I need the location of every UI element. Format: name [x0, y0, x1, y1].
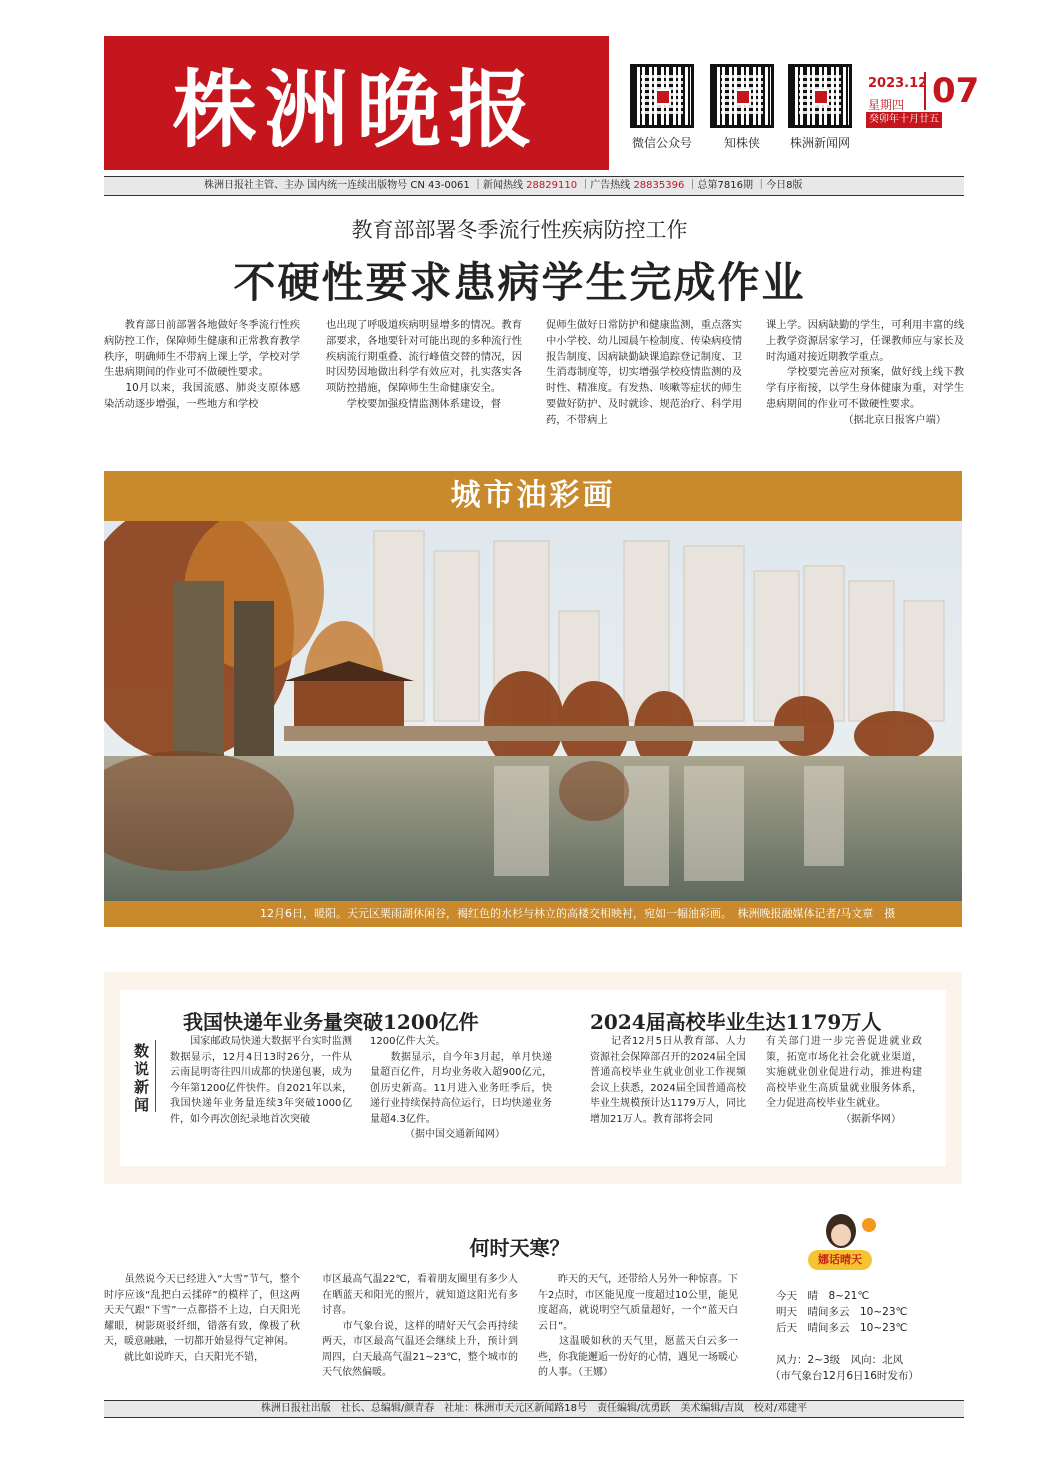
news-hotline: 28829110	[526, 180, 578, 191]
weather-headline[interactable]: 何时天寒？	[469, 1236, 570, 1260]
lead-column-1: 教育部日前部署各地做好冬季流行性疾病防控工作，保障师生健康和正常教育教学秩序，明确师生不带病上课上学，学校对学生患病期间的作业可不做硬性要求。 10月以来，我国流感、肺炎支原体感染活动逐步增强，一些地方和学校	[104, 319, 300, 410]
photo-section-title: 城市油彩画	[104, 471, 962, 521]
photo-illustration	[104, 521, 962, 901]
lead-column-4: 课上学。因病缺勤的学生，可利用丰富的线上教学资源居家学习，任课教师应与家长及时沟通对接近期教学重点。 学校要完善应对预案，做好线上线下教学有序衔接，以学生身体健康为重，对学生患病期间的作业可不做硬性要求。 （据北京日报客户端）	[766, 319, 964, 426]
graduates-column-2: 有关部门进一步完善促进就业政策，拓宽市场化社会化就业渠道，实施就业创业促进行动，推进构建高校毕业生高质量就业服务体系，全力促进高校毕业生就业。 （据新华网）	[766, 1036, 922, 1125]
qr-code-wechat[interactable]	[630, 64, 694, 128]
weather-column-2: 市区最高气温22℃，看着朋友圈里有多少人在晒蓝天和阳光的照片，就知道这阳光有多讨喜。 市气象台说，这样的晴好天气会再持续两天，市区最高气温还会继续上升，预计到周四，白天最高气温21~23℃，整个城市的天气依然偏暖。	[322, 1274, 518, 1378]
forecast-tomorrow	[776, 1304, 907, 1319]
ad-hotline-label: 广告热线	[590, 180, 631, 191]
data-news-divider	[155, 1040, 156, 1112]
express-delivery-headline[interactable]: 我国快递年业务量突破1200亿件	[183, 1010, 479, 1034]
lead-headline[interactable]: 不硬性要求患病学生完成作业	[233, 258, 806, 307]
forecast-cond: 晴间多云	[807, 1322, 850, 1334]
qr-code-news-site[interactable]	[788, 64, 852, 128]
forecast-source: （市气象台12月6日16时发布）	[770, 1370, 919, 1382]
weather-column-3: 昨天的天气，还带给人另外一种惊喜。下午2点时，市区能见度一度超过10公里，能见度超高，就说明空气质量超好，一个“蓝天白云日”。 这温暖如秋的天气里，愿蓝天白云多一些，你我能邂逅一份好的心情，遇见一场暖心的人事。（王娜）	[538, 1274, 738, 1378]
qr-label-zhizhuxia: 知株侠	[723, 136, 760, 150]
weekday: 星期四	[868, 98, 905, 112]
badge-label: 娜话晴天	[808, 1250, 872, 1270]
express-column-1: 国家邮政局快递大数据平台实时监测数据显示，12月4日13时26分，一件从云南昆明寄往四川成都的快递包裹，成为今年第1200亿件快件。自2021年以来，我国快递年业务量连续3年突破1000亿件，如今再次创纪录地首次突破	[170, 1036, 352, 1125]
page-footer: 株洲日报社出版 社长、总编辑/颜青春 社址：株洲市天元区新闻路18号 责任编辑/沈勇跃 美术编辑/吉岚 校对/邓建平	[104, 1400, 964, 1418]
weather-columnist-badge	[808, 1212, 872, 1274]
forecast-temp: 8~21℃	[828, 1290, 870, 1302]
forecast-cond: 晴	[807, 1290, 818, 1302]
graduates-column-1: 记者12月5日从教育部、人力资源社会保障部召开的2024届全国普通高校毕业生就业创业工作视频会议上获悉，2024届全国普通高校毕业生规模预计达1179万人，同比增加21万人。教育部将会同	[590, 1036, 746, 1125]
columnist-face	[831, 1224, 851, 1246]
qr-label-news-site: 株洲新闻网	[789, 136, 850, 150]
issue-date: 2023.12	[868, 76, 928, 91]
forecast-day: 明天	[776, 1306, 797, 1318]
page-number: 07	[924, 72, 979, 110]
page-count: 今日8版	[766, 180, 803, 191]
ad-hotline: 28835396	[633, 180, 685, 191]
qr-label-wechat: 微信公众号	[631, 136, 692, 150]
forecast-cond: 晴间多云	[807, 1306, 850, 1318]
lead-column-3: 促师生做好日常防护和健康监测，重点落实中小学校、幼儿园晨午检制度、传染病疫情报告制度、因病缺勤缺课追踪登记制度、卫生消毒制度等，切实增强学校疫情监测的及时性、精准度。有发热、咳嗽等症状的师生要做好防护、及时就诊、规范治疗、科学用药，不带病上	[546, 319, 742, 426]
graduates-headline[interactable]: 2024届高校毕业生达1179万人	[590, 1010, 882, 1034]
data-news-label: 数说新闻	[134, 1042, 150, 1114]
express-column-2: 1200亿件大关。 数据显示，自今年3月起，单月快递量超百亿件，月均业务收入超900亿元，创历史新高。11月进入业务旺季后，快递行业持续保持高位运行，日均快递业务量超4.3亿件。 （据中国交通新闻网）	[370, 1036, 552, 1140]
qr-code-zhizhuxia[interactable]	[710, 64, 774, 128]
forecast-day: 今天	[776, 1290, 797, 1302]
weather-column-1: 虽然说今天已经进入“大雪”节气，整个时序应该“乱把白云揉碎”的模样了，但这两天天气跟“下雪”一点都搭不上边，白天阳光耀眼，树影斑驳纤细，错落有致，像极了秋天，暖意融融，一切都开始显得气定神闲。 就比如说昨天，白天阳光不错，	[104, 1274, 300, 1363]
forecast-day-after	[776, 1320, 907, 1335]
forecast-temp: 10~23℃	[860, 1306, 908, 1318]
photo-caption: 12月6日，暖阳。天元区栗雨湖休闲谷，褐红色的水杉与林立的高楼交相映衬，宛如一幅油彩画。 株洲晚报融媒体记者/马文章 摄	[104, 901, 962, 927]
lead-column-2: 也出现了呼吸道疾病明显增多的情况。教育部要求，各地要针对可能出现的多种流行性疾病流行期重叠、流行峰值交替的情况，因时因势因地做出科学有效应对，扎实落实各项防控措施，保障师生生命健康安全。 学校要加强疫情监测体系建设，督	[326, 319, 522, 410]
sun-icon	[862, 1218, 876, 1232]
masthead-logo: 株洲晚报	[104, 36, 609, 170]
wind-info: 风力：2~3级 风向：北风	[776, 1354, 904, 1366]
autumn-lake-photo[interactable]	[104, 521, 962, 901]
forecast-temp: 10~23℃	[860, 1322, 908, 1334]
lead-kicker: 教育部部署冬季流行性疾病防控工作	[351, 218, 688, 242]
lunar-date: 癸卯年十月廿五	[866, 112, 942, 128]
issue-number: 总第7816期	[697, 180, 753, 191]
forecast-panel	[770, 1288, 960, 1398]
publisher-info: 株洲日报社主管、主办 国内统一连续出版物号 CN 43-0061	[204, 180, 470, 191]
info-bar: 株洲日报社主管、主办 国内统一连续出版物号 CN 43-0061 ｜新闻热线 28829110 ｜广告热线 28835396 ｜总第7816期 ｜今日8版	[104, 176, 964, 196]
forecast-today	[776, 1288, 869, 1303]
news-hotline-label: 新闻热线	[482, 180, 523, 191]
forecast-day: 后天	[776, 1322, 797, 1334]
